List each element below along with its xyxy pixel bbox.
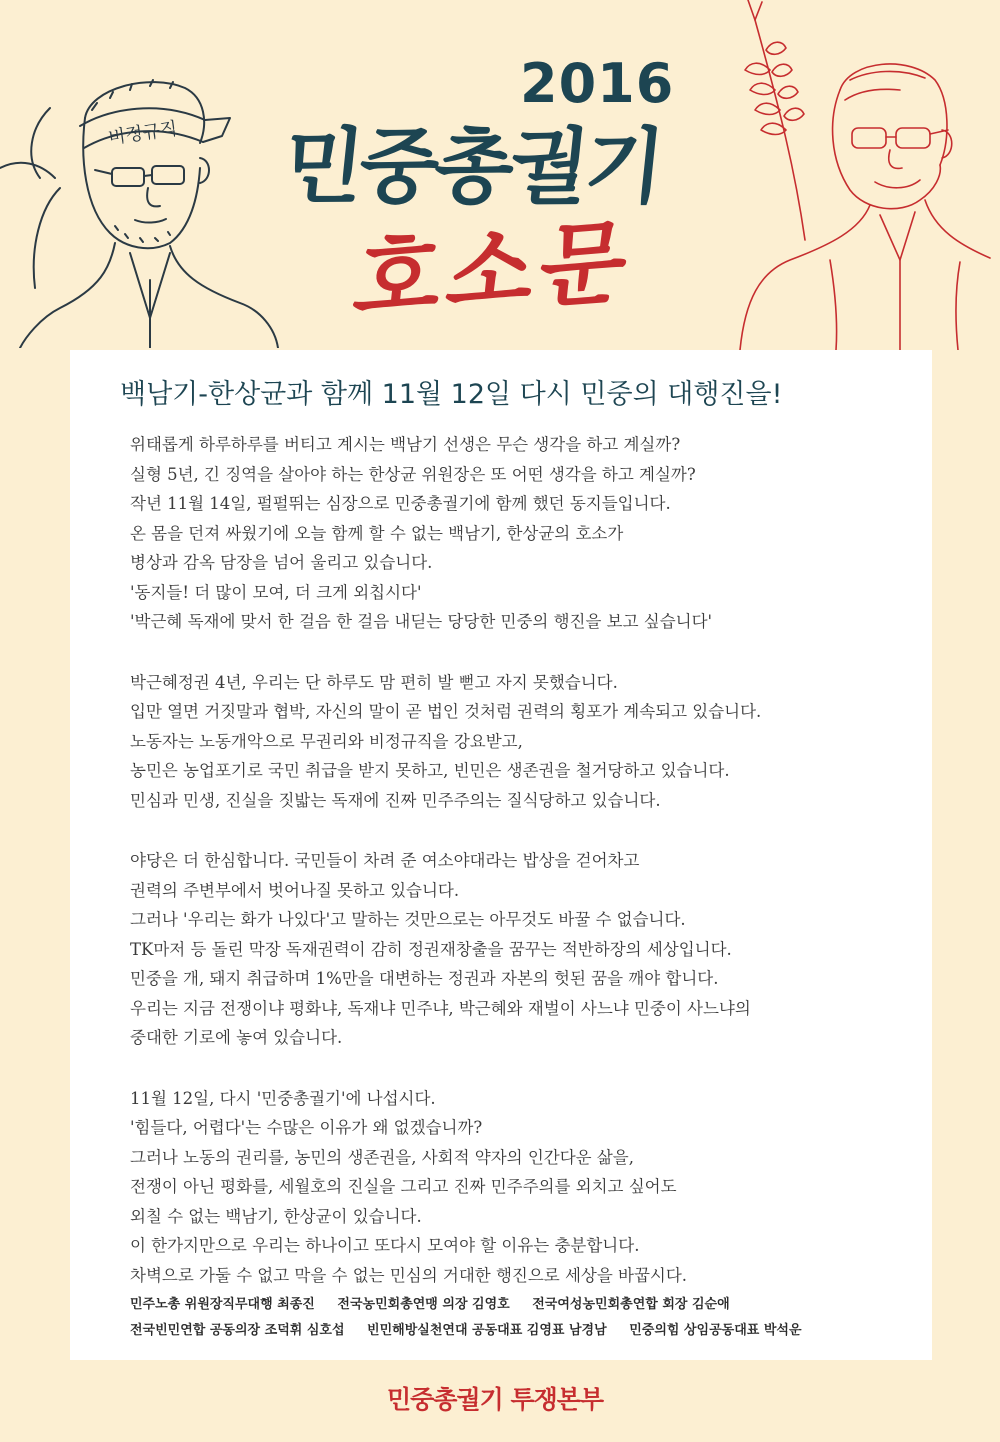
text-line: 이 한가지만으로 우리는 하나이고 또다시 모여야 할 이유는 충분합니다. <box>130 1236 640 1255</box>
text-line: 전쟁이 아닌 평화를, 세월호의 진실을 그리고 진짜 민주주의를 외치고 싶어도 <box>130 1177 677 1196</box>
signer: 빈민해방실천연대 공동대표 김영표 남경남 <box>367 1323 607 1338</box>
text-line: '박근혜 독재에 맞서 한 걸음 한 걸음 내딛는 당당한 민중의 행진을 보고 싶습니다' <box>130 612 713 631</box>
main-title: 민중총궐기 <box>279 120 666 215</box>
year-title: 2016 <box>520 52 675 115</box>
text-line: 노동자는 노동개악으로 무권리와 비정규직을 강요받고, <box>130 731 523 751</box>
text-line: 실형 5년, 긴 징역을 살아야 하는 한상균 위원장은 또 어떤 생각을 하고 계실까? <box>130 464 696 484</box>
headline: 백남기-한상균과 함께 11월 12일 다시 민중의 대행진을! <box>120 379 783 410</box>
letter-body <box>130 430 930 1321</box>
paragraph-1 <box>130 430 930 637</box>
footer-organizer: 민중총궐기 투쟁본부 <box>387 1385 604 1414</box>
text-line: 민심과 민생, 진실을 짓밟는 독재에 진짜 민주주의는 질식당하고 있습니다. <box>130 790 661 810</box>
text-line: 민중을 개, 돼지 취급하며 1%만을 대변하는 정권과 자본의 헛된 꿈을 깨야 합니다. <box>130 969 719 988</box>
signer: 전국여성농민회총연합 회장 김순애 <box>532 1297 730 1312</box>
text-line: '힘들다, 어렵다'는 수많은 이유가 왜 없겠습니까? <box>130 1118 483 1137</box>
signers-block <box>130 1292 910 1344</box>
text-line: 그러나 '우리는 화가 나있다'고 말하는 것만으로는 아무것도 바꿀 수 없습니다. <box>130 910 686 929</box>
text-line: 위태롭게 하루하루를 버티고 계시는 백남기 선생은 무슨 생각을 하고 계실까? <box>130 435 681 454</box>
right-portrait-sketch <box>710 0 1000 350</box>
signers-line-2 <box>130 1318 910 1344</box>
text-line: 농민은 농업포기로 국민 취급을 받지 못하고, 빈민은 생존권을 철거당하고 있습니다. <box>130 761 730 780</box>
text-line: 외칠 수 없는 백남기, 한상균이 있습니다. <box>130 1206 422 1226</box>
text-line: 온 몸을 던져 싸웠기에 오늘 함께 할 수 없는 백남기, 한상균의 호소가 <box>130 523 624 543</box>
text-line: 병상과 감옥 담장을 넘어 울리고 있습니다. <box>130 553 433 572</box>
letter-panel <box>70 350 932 1360</box>
text-line: 11월 12일, 다시 '민중총궐기'에 나섭시다. <box>130 1088 436 1108</box>
signers-line-1 <box>130 1292 910 1318</box>
text-line: '동지들! 더 많이 모여, 더 크게 외칩시다' <box>130 582 422 602</box>
text-line: 입만 열면 거짓말과 협박, 자신의 말이 곧 법인 것처럼 권력의 횡포가 계속되고 있습니다. <box>130 702 762 721</box>
headband-text: 비정규직 <box>106 118 179 149</box>
paragraph-4 <box>130 1084 930 1291</box>
text-line: 권력의 주변부에서 벗어나질 못하고 있습니다. <box>130 880 460 900</box>
text-line: 차벽으로 가둘 수 없고 막을 수 없는 민심의 거대한 행진으로 세상을 바꿉시다. <box>130 1265 688 1285</box>
signer: 전국빈민연합 공동의장 조덕휘 심호섭 <box>130 1323 345 1338</box>
paragraph-2 <box>130 668 930 816</box>
text-line: 그러나 노동의 권리를, 농민의 생존권을, 사회적 약자의 인간다운 삶을, <box>130 1147 634 1167</box>
text-line: TK마저 등 돌린 막장 독재권력이 감히 정권재창출을 꿈꾸는 적반하장의 세상입니다. <box>130 939 732 959</box>
signer: 민중의힘 상임공동대표 박석운 <box>629 1323 802 1338</box>
signer: 전국농민회총연맹 의장 김영호 <box>337 1297 510 1312</box>
text-line: 중대한 기로에 놓여 있습니다. <box>130 1028 343 1047</box>
paragraph-3 <box>130 846 930 1053</box>
text-line: 작년 11월 14일, 펄펄뛰는 심장으로 민중총궐기에 함께 했던 동지들입니다. <box>130 494 671 513</box>
left-portrait-sketch <box>0 48 280 348</box>
text-line: 야당은 더 한심합니다. 국민들이 차려 준 여소야대라는 밥상을 걷어차고 <box>130 851 640 870</box>
text-line: 우리는 지금 전쟁이냐 평화냐, 독재냐 민주냐, 박근혜와 재벌이 사느냐 민중이 사느냐의 <box>130 998 751 1018</box>
signer: 민주노총 위원장직무대행 최종진 <box>130 1297 315 1312</box>
appeal-title: 호소문 <box>348 207 639 335</box>
text-line: 박근혜정권 4년, 우리는 단 하루도 맘 편히 발 뻗고 자지 못했습니다. <box>130 672 618 692</box>
